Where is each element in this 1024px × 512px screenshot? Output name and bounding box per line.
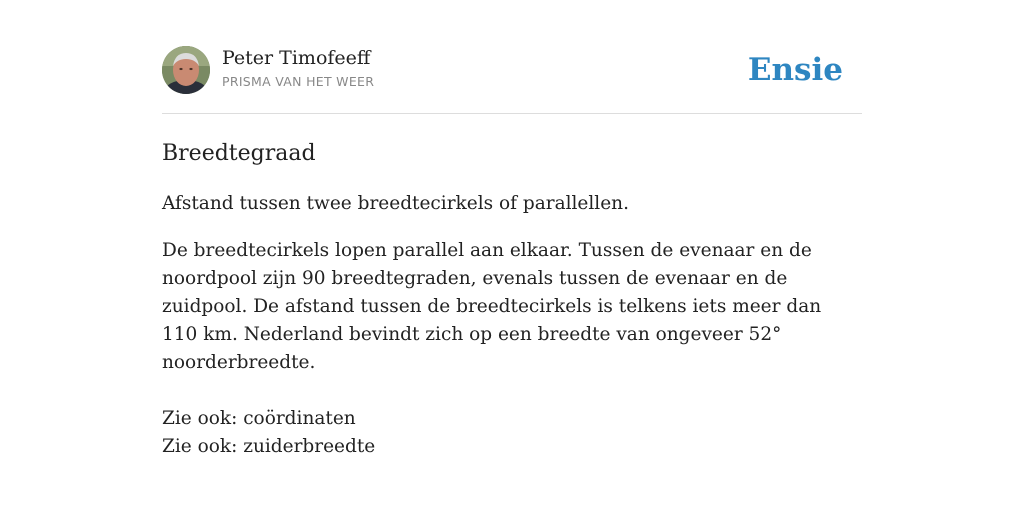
entry-body: De breedtecirkels lopen parallel aan elkaar. Tussen de evenaar en de noordpool zijn 90 breedtegraden, evenals tussen de evenaar en de zuidpool. De afstand tussen de breedtecirkels is telkens iets meer dan 110 km. Nederland bevindt zich op een breedte van ongeveer 52° noorderbreedte. [162, 240, 822, 373]
author-avatar[interactable] [162, 46, 210, 94]
entry-header [162, 46, 862, 114]
entry-term: Breedtegraad [162, 141, 316, 166]
see-also-item-zuiderbreedte[interactable]: Zie ook: zuiderbreedte [162, 436, 376, 457]
entry-definition: Afstand tussen twee breedtecirkels of parallellen. [162, 193, 629, 214]
author-source: PRISMA VAN HET WEER [222, 74, 375, 89]
brand-logo[interactable]: Ensie [747, 52, 843, 88]
see-also-list [162, 405, 862, 461]
see-also-item-coordinaten[interactable]: Zie ook: coördinaten [162, 408, 356, 429]
entry-card [162, 46, 862, 461]
person-avatar-icon [162, 46, 210, 94]
author-name[interactable]: Peter Timofeeff [222, 47, 371, 69]
